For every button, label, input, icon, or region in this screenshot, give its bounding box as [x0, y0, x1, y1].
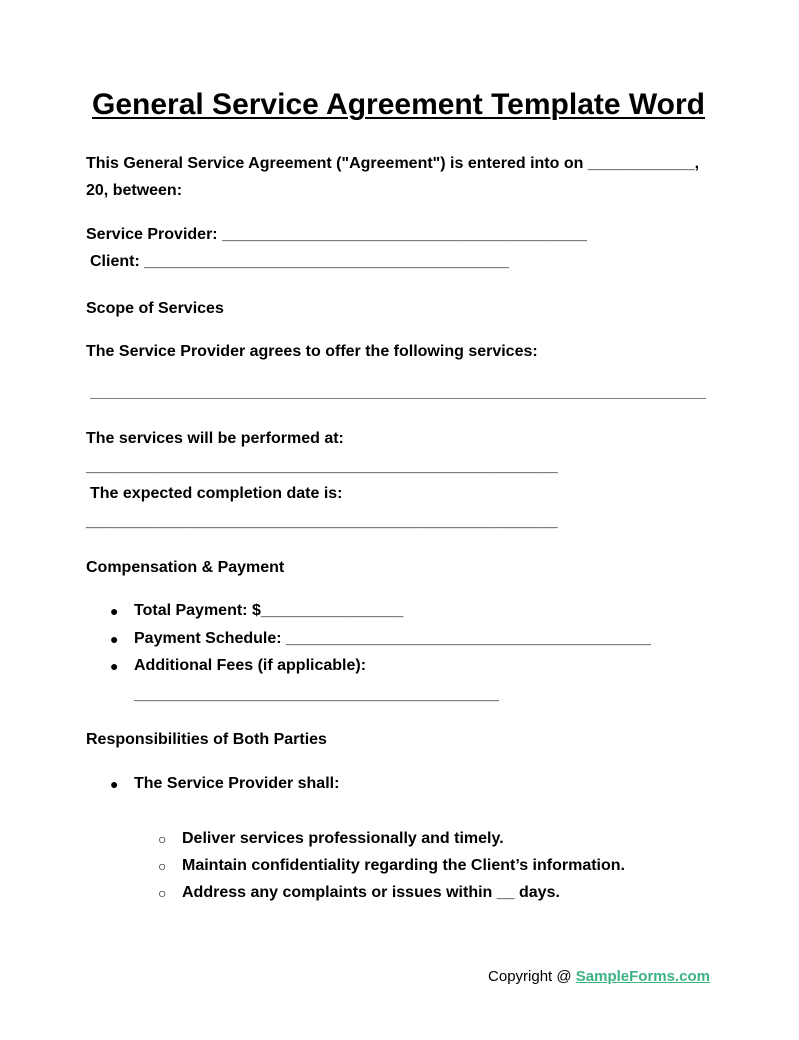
bullet-icon: ● — [110, 631, 119, 647]
list-item-payment-schedule: Payment Schedule: _________________________________________ — [134, 630, 651, 647]
compensation-heading: Compensation & Payment — [86, 559, 285, 576]
intro-line-2: 20, between: — [86, 182, 183, 199]
copyright-footer — [488, 967, 710, 987]
client-field: Client: _________________________________________ — [90, 253, 510, 270]
completion-label: The expected completion date is: — [90, 485, 343, 502]
list-item-additional-fees: Additional Fees (if applicable): — [134, 657, 367, 674]
additional-fees-blank: _________________________________________ — [134, 686, 499, 703]
list-item-total-payment: Total Payment: $________________ — [134, 602, 404, 619]
bullet-icon: ● — [110, 658, 119, 674]
services-blank-line — [90, 398, 706, 399]
sampleforms-link[interactable]: SampleForms.com — [575, 968, 710, 985]
location-blank: _____________________________________________________ — [86, 458, 558, 475]
hollow-bullet-icon: ○ — [158, 858, 167, 874]
completion-blank: _____________________________________________________ — [86, 513, 558, 530]
sub-list-item: Address any complaints or issues within __ days. — [182, 884, 560, 901]
intro-line-1: This General Service Agreement ("Agreement") is entered into on ____________, — [86, 155, 700, 172]
copyright-text: Copyright @ — [488, 968, 576, 985]
hollow-bullet-icon: ○ — [158, 885, 167, 901]
provider-shall-label: The Service Provider shall: — [134, 775, 340, 792]
bullet-icon: ● — [110, 776, 119, 792]
hollow-bullet-icon: ○ — [158, 831, 167, 847]
service-provider-field: Service Provider: _________________________________________ — [86, 226, 587, 243]
scope-heading: Scope of Services — [86, 300, 224, 317]
bullet-icon: ● — [110, 603, 119, 619]
sub-list-item: Maintain confidentiality regarding the Client’s information. — [182, 857, 625, 874]
responsibilities-heading: Responsibilities of Both Parties — [86, 731, 327, 748]
sub-list-item: Deliver services professionally and timely. — [182, 830, 504, 847]
services-offer-label: The Service Provider agrees to offer the following services: — [86, 343, 538, 360]
document-title: General Service Agreement Template Word — [92, 88, 705, 121]
location-label: The services will be performed at: — [86, 430, 344, 447]
